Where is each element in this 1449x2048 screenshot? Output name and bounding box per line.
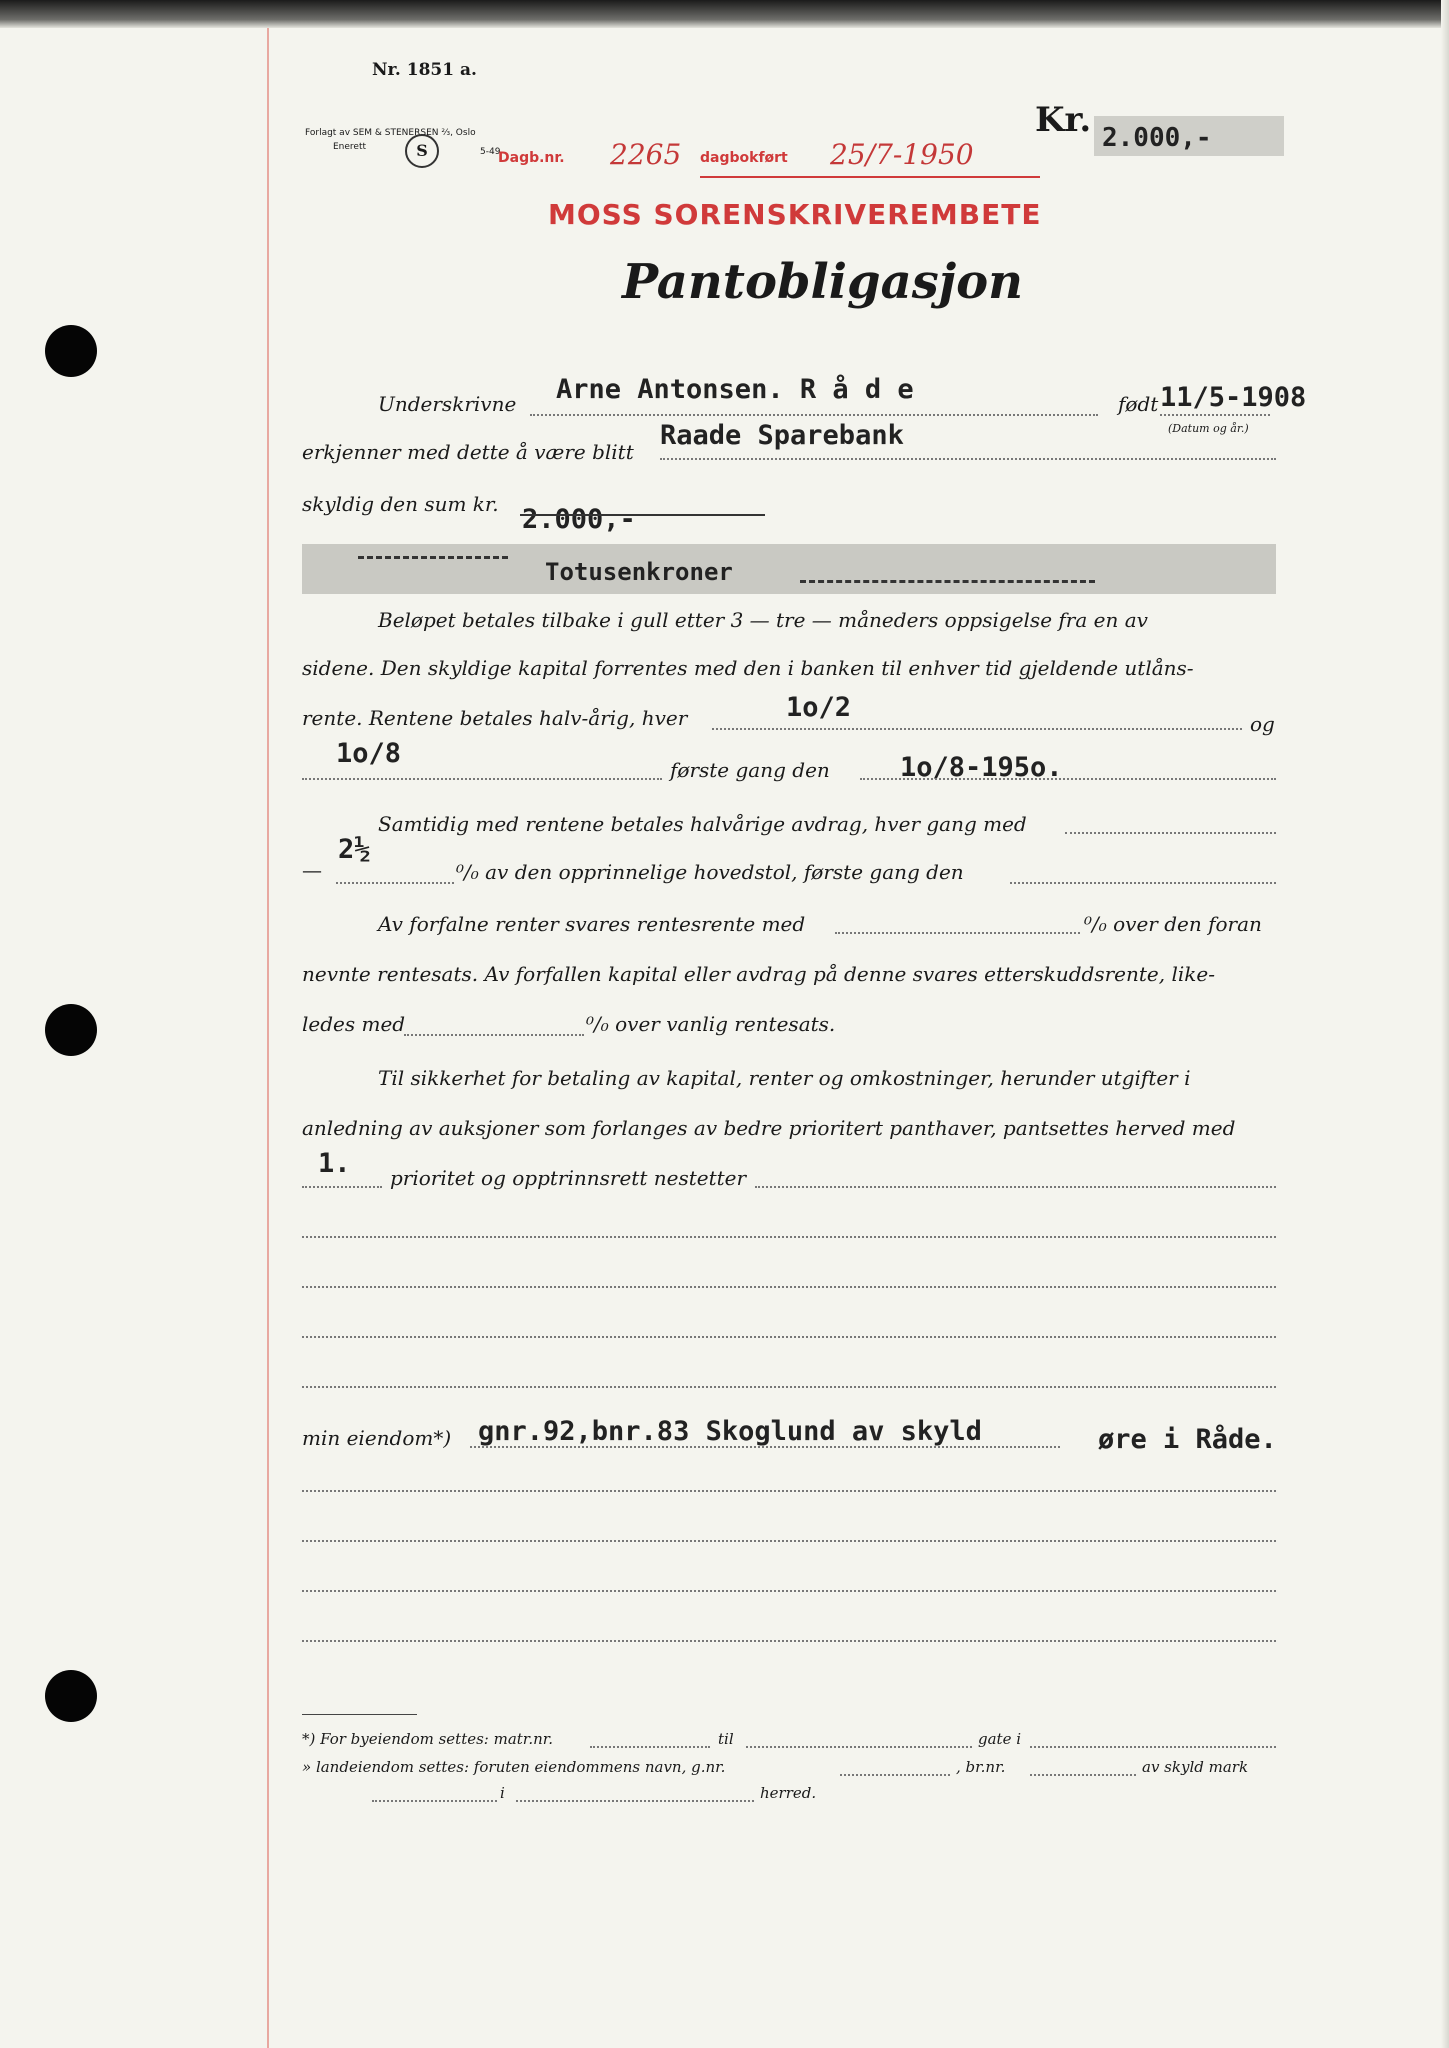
priority-rest-line [755,1186,1276,1188]
blank-line [302,1490,1276,1492]
footnote-line3-dots [372,1800,497,1802]
footnote-line2-c: av skyld mark [1142,1758,1249,1776]
publisher-line: Forlagt av SEM & STENERSEN ⅔, Oslo [305,128,476,138]
property-text: gnr.92,bnr.83 Skoglund av skyld [478,1416,982,1447]
born-caption: (Datum og år.) [1168,422,1249,435]
blank-line [302,1386,1276,1388]
born-date: 11/5-1908 [1160,382,1307,413]
interest-date2: 1o/8 [336,738,402,769]
amount-words: Totusenkroner [545,558,733,586]
creditor-line [660,458,1276,460]
amount-words-lead-dash [358,556,508,559]
scan-right-edge [1441,0,1449,2048]
para3-line3b: ⁰/₀ over vanlig rentesats. [586,1012,836,1036]
installment-first-line [1010,882,1276,884]
owing-label: skyldig den sum kr. [302,492,499,516]
undersigned-name: Arne Antonsen. R å d e [556,374,914,405]
priority-line [302,1186,382,1188]
undersigned-line [530,414,1098,416]
para1-line2: sidene. Den skyldige kapital forrentes med den i banken til enhver tid gjeldende utlåns- [302,656,1194,680]
document-title: Pantobligasjon [622,254,1023,310]
creditor-name: Raade Sparebank [660,420,904,451]
punch-hole [45,1670,97,1722]
first-time-line [860,778,1276,780]
property-label: min eiendom*) [302,1426,452,1450]
dagbok-label: Dagb.nr. [498,150,565,166]
installment-prefix: — [302,858,322,882]
footnote-line1-dots [746,1746,972,1748]
footnote-line1-b: til [718,1730,734,1748]
footnote-line3-a: i [500,1784,505,1802]
amount-words-trail-dash [800,580,1095,583]
priority-number: 1. [318,1148,351,1179]
para3-line2: nevnte rentesats. Av forfallen kapital eller avdrag på denne svares etterskuddsrente, like- [302,962,1215,986]
installment-pct: 2½ [338,834,371,865]
blank-line [302,1540,1276,1542]
dagbok-number: 2265 [610,138,682,171]
dagbok-date: 25/7-1950 [830,138,974,171]
para4-line1: Til sikkerhet for betaling av kapital, renter og omkostninger, herunder utgifter i [378,1066,1191,1090]
blank-line [302,1286,1276,1288]
owing-sum-line [520,514,765,516]
stamp-underline [700,176,1040,178]
first-time-label: første gang den [670,758,830,782]
compound-rate-line [835,932,1080,934]
blank-line [302,1236,1276,1238]
footnote-line3-dots [516,1800,754,1802]
punch-hole [45,325,97,377]
property-line [470,1446,1060,1448]
property-tail: øre i Råde. [1098,1424,1277,1455]
footnote-line3-b: herred. [760,1784,817,1802]
first-time-date: 1o/8-195o. [900,752,1063,783]
undersigned-label: Underskrivne [378,392,517,416]
para4-line3: prioritet og opptrinnsrett nestetter [390,1166,747,1190]
interest-date1-line [712,728,1242,730]
margin-line [267,28,269,2048]
para3-line1a: Av forfalne renter svares rentesrente med [378,912,806,936]
installment-pct-line [336,882,454,884]
para3-line1b: ⁰/₀ over den foran [1084,912,1262,936]
footnote-line1-dots [1030,1746,1276,1748]
blank-line [302,1336,1276,1338]
footnote-line1-a: *) For byeiendom settes: matr.nr. [302,1730,554,1748]
publisher-date: 5-49 [480,147,501,157]
form-number: Nr. 1851 a. [372,60,477,80]
acknowledge-label: erkjenner med dette å være blitt [302,440,634,464]
para4-line2: anledning av auksjoner som forlanges av bedre prioritert panthaver, pantsettes herved med [302,1116,1236,1140]
blank-line [302,1640,1276,1642]
blank-line [302,1590,1276,1592]
scan-top-edge [0,0,1449,28]
para1-line1: Beløpet betales tilbake i gull etter 3 — tre — måneders oppsigelse fra en av [378,608,1148,632]
footnote-line2-a: » landeiendom settes: foruten eiendommens navn, g.nr. [302,1758,726,1776]
dagbok-date-label: dagbokført [700,150,788,166]
header-amount: 2.000,- [1094,116,1284,156]
punch-hole [45,1004,97,1056]
owing-sum: 2.000,- [522,504,636,535]
footnote-line1-dots [590,1746,710,1748]
para1-line3: rente. Rentene betales halv-årig, hver [302,706,688,730]
late-rate-line [404,1034,584,1036]
amount-words-bar [302,544,1276,594]
footnote-line2-b: , br.nr. [956,1758,1006,1776]
interest-date1: 1o/2 [786,692,852,723]
installment-line1 [1065,832,1276,834]
og-label: og [1250,712,1275,736]
currency-label: Kr. [1035,100,1092,140]
publisher-logo-icon: S [405,134,439,168]
publisher-rights: Enerett [333,142,367,152]
para3-line3a: ledes med [302,1012,406,1036]
office-stamp: MOSS SORENSKRIVEREMBETE [548,198,1042,231]
interest-date2-line [302,778,662,780]
para2-line1: Samtidig med rentene betales halvårige avdrag, hver gang med [378,812,1027,836]
born-line [1160,414,1270,416]
footnote-line2-dots [840,1774,950,1776]
para2-line2: ⁰/₀ av den opprinnelige hovedstol, første gang den [456,860,964,884]
footnote-line2-dots [1030,1774,1136,1776]
born-label: født [1118,392,1159,416]
footnote-separator [302,1714,417,1715]
footnote-line1-c: gate i [978,1730,1022,1748]
